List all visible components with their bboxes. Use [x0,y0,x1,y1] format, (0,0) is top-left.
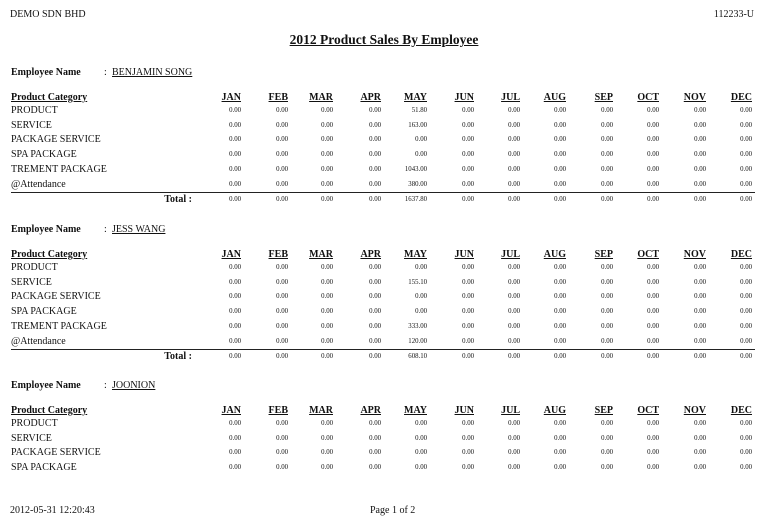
sales-value-feb: 0.00 [276,136,288,144]
total-value-mar: 0.00 [321,196,333,204]
column-header-jul: JUL [501,405,520,416]
sales-value-dec: 0.00 [740,151,752,159]
sales-value-may: 380.00 [408,180,427,188]
sales-value-aug: 0.00 [554,449,566,457]
column-header-sep: SEP [594,92,613,103]
sales-value-mar: 0.00 [321,278,333,286]
category-label: PACKAGE SERVICE [11,134,101,146]
sales-value-sep: 0.00 [601,464,613,472]
column-header-oct: OCT [637,405,659,416]
sales-value-dec: 0.00 [740,434,752,442]
category-label: SERVICE [11,276,52,288]
sales-value-mar: 0.00 [321,121,333,129]
sales-value-aug: 0.00 [554,434,566,442]
column-header-product-category: Product Category [11,405,88,416]
total-value-apr: 0.00 [369,196,381,204]
sales-value-jul: 0.00 [508,449,520,457]
sales-value-dec: 0.00 [740,449,752,457]
sales-value-jul: 0.00 [508,434,520,442]
sales-value-mar: 0.00 [321,293,333,301]
sales-value-feb: 0.00 [276,264,288,271]
sales-value-may: 0.00 [415,420,427,427]
column-header-nov: NOV [683,249,706,260]
sales-value-jun: 0.00 [462,136,474,144]
sales-value-may: 120.00 [408,337,427,345]
sales-value-apr: 0.00 [369,264,381,271]
sales-value-jan: 0.00 [229,464,241,472]
employee-name-label: Employee Name [11,380,81,391]
sales-value-feb: 0.00 [276,165,288,173]
category-label: TREMENT PACKAGE [11,163,107,175]
sales-value-sep: 0.00 [601,107,613,114]
sales-value-feb: 0.00 [276,322,288,330]
sales-value-jan: 0.00 [229,165,241,173]
sales-value-aug: 0.00 [554,121,566,129]
sales-value-nov: 0.00 [694,293,706,301]
column-header-jan: JAN [221,249,241,260]
sales-value-jul: 0.00 [508,420,520,427]
sales-value-dec: 0.00 [740,464,752,472]
total-value-jan: 0.00 [229,353,241,361]
sales-value-aug: 0.00 [554,136,566,144]
total-value-jul: 0.00 [508,353,520,361]
column-header-dec: DEC [730,249,752,260]
sales-value-oct: 0.00 [647,165,659,173]
column-header-product-category: Product Category [11,249,88,260]
employee-name-label: Employee Name [11,224,81,235]
column-header-apr: APR [360,249,381,260]
category-label: @Attendance [11,178,66,190]
sales-value-apr: 0.00 [369,322,381,330]
sales-value-jun: 0.00 [462,420,474,427]
category-label: SERVICE [11,432,52,444]
sales-value-oct: 0.00 [647,151,659,159]
table-divider [11,349,755,350]
sales-value-may: 51.80 [411,107,427,114]
sales-value-dec: 0.00 [740,165,752,173]
sales-value-oct: 0.00 [647,464,659,472]
total-value-jun: 0.00 [462,196,474,204]
sales-value-nov: 0.00 [694,180,706,188]
sales-value-nov: 0.00 [694,308,706,316]
sales-value-feb: 0.00 [276,464,288,472]
sales-value-sep: 0.00 [601,264,613,271]
page-number: Page 1 of 2 [370,505,416,516]
sales-value-dec: 0.00 [740,308,752,316]
sales-value-may: 163.00 [408,121,427,129]
column-header-sep: SEP [594,405,613,416]
sales-value-feb: 0.00 [276,107,288,114]
sales-value-sep: 0.00 [601,308,613,316]
category-label: SPA PACKAGE [11,306,77,318]
sales-value-feb: 0.00 [276,449,288,457]
sales-value-jun: 0.00 [462,337,474,345]
sales-value-jan: 0.00 [229,449,241,457]
sales-value-apr: 0.00 [369,136,381,144]
sales-value-mar: 0.00 [321,151,333,159]
column-header-mar: MAR [309,92,333,103]
category-label: SERVICE [11,119,52,131]
sales-value-may: 0.00 [415,308,427,316]
total-value-oct: 0.00 [647,353,659,361]
sales-value-jul: 0.00 [508,278,520,286]
sales-value-sep: 0.00 [601,151,613,159]
sales-value-jan: 0.00 [229,420,241,427]
sales-value-jun: 0.00 [462,293,474,301]
sales-value-apr: 0.00 [369,121,381,129]
total-value-nov: 0.00 [694,353,706,361]
sales-value-mar: 0.00 [321,434,333,442]
sales-value-nov: 0.00 [694,151,706,159]
sales-value-jul: 0.00 [508,136,520,144]
sales-value-jul: 0.00 [508,322,520,330]
sales-value-apr: 0.00 [369,278,381,286]
sales-value-jun: 0.00 [462,151,474,159]
sales-value-jul: 0.00 [508,264,520,271]
sales-value-jun: 0.00 [462,264,474,271]
sales-value-aug: 0.00 [554,308,566,316]
total-value-feb: 0.00 [276,196,288,204]
sales-value-feb: 0.00 [276,308,288,316]
sales-value-jan: 0.00 [229,434,241,442]
sales-value-apr: 0.00 [369,165,381,173]
employee-name: JOONION [112,380,156,391]
sales-value-jul: 0.00 [508,165,520,173]
sales-value-jun: 0.00 [462,434,474,442]
sales-value-oct: 0.00 [647,264,659,271]
sales-value-feb: 0.00 [276,293,288,301]
sales-value-jan: 0.00 [229,136,241,144]
sales-value-jun: 0.00 [462,308,474,316]
employee-name-colon: : [104,67,107,78]
sales-value-jan: 0.00 [229,337,241,345]
sales-value-jan: 0.00 [229,322,241,330]
total-value-dec: 0.00 [740,196,752,204]
category-label: PRODUCT [11,418,58,429]
sales-value-dec: 0.00 [740,121,752,129]
sales-value-jan: 0.00 [229,308,241,316]
sales-value-nov: 0.00 [694,337,706,345]
sales-value-sep: 0.00 [601,322,613,330]
sales-value-mar: 0.00 [321,107,333,114]
sales-value-dec: 0.00 [740,180,752,188]
sales-value-sep: 0.00 [601,449,613,457]
sales-value-oct: 0.00 [647,337,659,345]
column-header-mar: MAR [309,249,333,260]
sales-value-dec: 0.00 [740,337,752,345]
sales-value-dec: 0.00 [740,107,752,114]
sales-value-apr: 0.00 [369,434,381,442]
sales-value-mar: 0.00 [321,464,333,472]
sales-value-jul: 0.00 [508,107,520,114]
sales-value-apr: 0.00 [369,151,381,159]
sales-value-mar: 0.00 [321,180,333,188]
column-header-feb: FEB [268,92,288,103]
column-header-product-category: Product Category [11,92,88,103]
sales-value-oct: 0.00 [647,293,659,301]
sales-value-jun: 0.00 [462,464,474,472]
sales-value-jun: 0.00 [462,180,474,188]
column-header-aug: AUG [543,249,566,260]
sales-value-jun: 0.00 [462,121,474,129]
sales-value-jul: 0.00 [508,293,520,301]
total-value-feb: 0.00 [276,353,288,361]
employee-name-colon: : [104,224,107,235]
sales-value-jul: 0.00 [508,308,520,316]
sales-value-nov: 0.00 [694,121,706,129]
sales-value-nov: 0.00 [694,278,706,286]
employee-name-label: Employee Name [11,67,81,78]
column-header-jan: JAN [221,92,241,103]
sales-value-aug: 0.00 [554,464,566,472]
sales-value-jun: 0.00 [462,107,474,114]
sales-value-dec: 0.00 [740,420,752,427]
sales-value-feb: 0.00 [276,180,288,188]
sales-value-jul: 0.00 [508,464,520,472]
sales-value-jul: 0.00 [508,337,520,345]
total-label: Total : [164,194,192,206]
category-label: TREMENT PACKAGE [11,320,107,332]
column-header-jun: JUN [454,92,474,103]
category-label: @Attendance [11,335,66,347]
sales-value-jun: 0.00 [462,165,474,173]
sales-value-nov: 0.00 [694,464,706,472]
employee-name: JESS WANG [112,224,166,235]
sales-value-nov: 0.00 [694,107,706,114]
sales-value-sep: 0.00 [601,121,613,129]
total-label: Total : [164,351,192,363]
category-label: PACKAGE SERVICE [11,447,101,459]
column-header-apr: APR [360,92,381,103]
table-divider [11,192,755,193]
sales-value-oct: 0.00 [647,107,659,114]
category-label: PACKAGE SERVICE [11,291,101,303]
sales-value-feb: 0.00 [276,151,288,159]
sales-value-jan: 0.00 [229,293,241,301]
total-value-sep: 0.00 [601,196,613,204]
company-name: DEMO SDN BHD [10,9,86,20]
total-value-mar: 0.00 [321,353,333,361]
sales-value-sep: 0.00 [601,180,613,188]
sales-value-oct: 0.00 [647,434,659,442]
sales-value-oct: 0.00 [647,278,659,286]
column-header-aug: AUG [543,405,566,416]
sales-value-mar: 0.00 [321,264,333,271]
column-header-jun: JUN [454,405,474,416]
sales-value-jun: 0.00 [462,278,474,286]
sales-value-nov: 0.00 [694,420,706,427]
sales-value-mar: 0.00 [321,449,333,457]
sales-value-apr: 0.00 [369,449,381,457]
sales-value-dec: 0.00 [740,293,752,301]
sales-value-oct: 0.00 [647,449,659,457]
sales-value-dec: 0.00 [740,322,752,330]
sales-value-aug: 0.00 [554,278,566,286]
column-header-sep: SEP [594,249,613,260]
total-value-may: 1637.80 [404,196,427,204]
sales-value-sep: 0.00 [601,136,613,144]
sales-value-aug: 0.00 [554,107,566,114]
sales-value-sep: 0.00 [601,278,613,286]
sales-value-nov: 0.00 [694,322,706,330]
sales-value-may: 1043.00 [404,165,427,173]
sales-value-mar: 0.00 [321,337,333,345]
sales-value-mar: 0.00 [321,420,333,427]
sales-value-apr: 0.00 [369,107,381,114]
sales-value-aug: 0.00 [554,180,566,188]
column-header-dec: DEC [730,405,752,416]
sales-value-jan: 0.00 [229,121,241,129]
sales-value-dec: 0.00 [740,278,752,286]
sales-value-jan: 0.00 [229,151,241,159]
sales-value-jan: 0.00 [229,264,241,271]
total-value-apr: 0.00 [369,353,381,361]
employee-name: BENJAMIN SONG [112,67,193,78]
sales-value-dec: 0.00 [740,136,752,144]
total-value-dec: 0.00 [740,353,752,361]
sales-value-jun: 0.00 [462,322,474,330]
printed-timestamp: 2012-05-31 12:20:43 [10,505,95,516]
sales-value-apr: 0.00 [369,180,381,188]
column-header-apr: APR [360,405,381,416]
total-value-nov: 0.00 [694,196,706,204]
registration-number: 112233-U [713,9,754,20]
sales-value-apr: 0.00 [369,337,381,345]
column-header-may: MAY [404,405,427,416]
sales-value-sep: 0.00 [601,420,613,427]
sales-value-may: 0.00 [415,136,427,144]
sales-value-feb: 0.00 [276,434,288,442]
sales-value-nov: 0.00 [694,434,706,442]
sales-value-nov: 0.00 [694,264,706,271]
sales-value-may: 0.00 [415,151,427,159]
column-header-aug: AUG [543,92,566,103]
column-header-jan: JAN [221,405,241,416]
employee-name-colon: : [104,380,107,391]
sales-value-jul: 0.00 [508,151,520,159]
sales-value-feb: 0.00 [276,337,288,345]
sales-value-nov: 0.00 [694,165,706,173]
sales-value-nov: 0.00 [694,449,706,457]
sales-value-aug: 0.00 [554,420,566,427]
sales-value-aug: 0.00 [554,165,566,173]
sales-value-oct: 0.00 [647,322,659,330]
sales-value-aug: 0.00 [554,322,566,330]
total-value-sep: 0.00 [601,353,613,361]
sales-value-dec: 0.00 [740,264,752,271]
category-label: PRODUCT [11,262,58,273]
column-header-nov: NOV [683,405,706,416]
sales-value-may: 0.00 [415,434,427,442]
sales-value-oct: 0.00 [647,180,659,188]
sales-value-apr: 0.00 [369,308,381,316]
column-header-oct: OCT [637,92,659,103]
column-header-nov: NOV [683,92,706,103]
category-label: SPA PACKAGE [11,149,77,161]
sales-value-aug: 0.00 [554,293,566,301]
sales-value-feb: 0.00 [276,121,288,129]
sales-value-aug: 0.00 [554,264,566,271]
sales-value-apr: 0.00 [369,293,381,301]
sales-value-jun: 0.00 [462,449,474,457]
sales-value-nov: 0.00 [694,136,706,144]
total-value-aug: 0.00 [554,196,566,204]
total-value-may: 608.10 [408,353,427,361]
sales-value-oct: 0.00 [647,420,659,427]
sales-value-jul: 0.00 [508,121,520,129]
sales-value-apr: 0.00 [369,464,381,472]
sales-value-mar: 0.00 [321,165,333,173]
sales-value-oct: 0.00 [647,136,659,144]
sales-value-may: 333.00 [408,322,427,330]
total-value-jul: 0.00 [508,196,520,204]
sales-value-sep: 0.00 [601,337,613,345]
total-value-jun: 0.00 [462,353,474,361]
sales-value-oct: 0.00 [647,308,659,316]
sales-value-feb: 0.00 [276,420,288,427]
sales-value-mar: 0.00 [321,136,333,144]
sales-value-mar: 0.00 [321,308,333,316]
category-label: PRODUCT [11,105,58,116]
total-value-aug: 0.00 [554,353,566,361]
sales-value-aug: 0.00 [554,151,566,159]
sales-value-may: 155.10 [408,278,427,286]
sales-value-aug: 0.00 [554,337,566,345]
column-header-may: MAY [404,249,427,260]
column-header-feb: FEB [268,249,288,260]
category-label: SPA PACKAGE [11,462,77,474]
sales-value-jan: 0.00 [229,107,241,114]
sales-value-oct: 0.00 [647,121,659,129]
sales-value-may: 0.00 [415,464,427,472]
sales-value-sep: 0.00 [601,165,613,173]
column-header-may: MAY [404,92,427,103]
sales-value-mar: 0.00 [321,322,333,330]
sales-value-apr: 0.00 [369,420,381,427]
column-header-oct: OCT [637,249,659,260]
column-header-jul: JUL [501,249,520,260]
sales-value-sep: 0.00 [601,434,613,442]
total-value-jan: 0.00 [229,196,241,204]
sales-value-jan: 0.00 [229,278,241,286]
total-value-oct: 0.00 [647,196,659,204]
sales-value-may: 0.00 [415,293,427,301]
column-header-feb: FEB [268,405,288,416]
report-title: 2012 Product Sales By Employee [289,32,479,47]
sales-value-sep: 0.00 [601,293,613,301]
column-header-mar: MAR [309,405,333,416]
column-header-jul: JUL [501,92,520,103]
sales-value-may: 0.00 [415,264,427,271]
sales-value-jan: 0.00 [229,180,241,188]
column-header-jun: JUN [454,249,474,260]
sales-value-jul: 0.00 [508,180,520,188]
column-header-dec: DEC [730,92,752,103]
sales-value-feb: 0.00 [276,278,288,286]
sales-value-may: 0.00 [415,449,427,457]
